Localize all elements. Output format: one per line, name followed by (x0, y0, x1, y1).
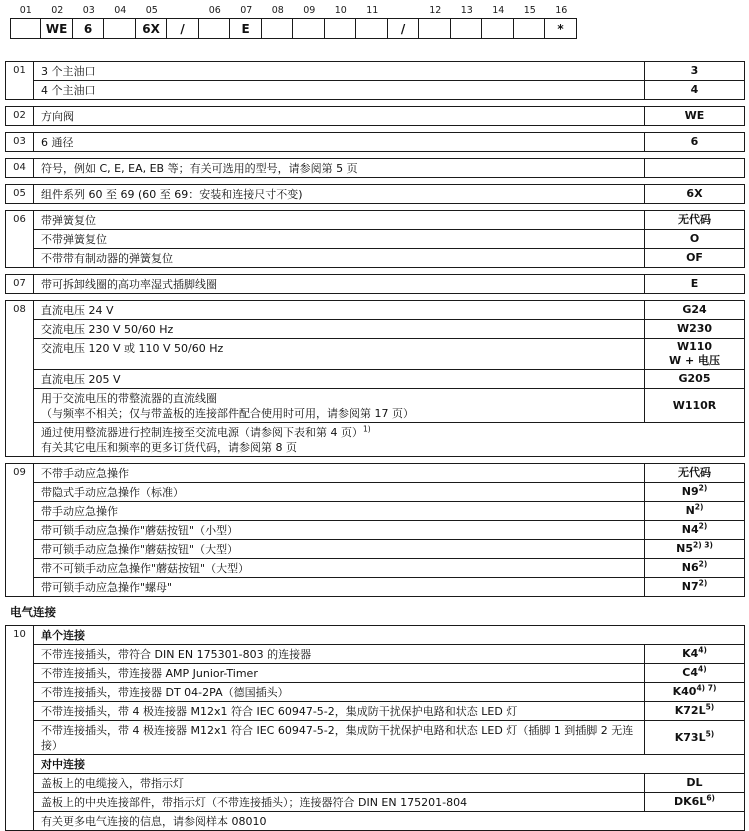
row-code (644, 159, 744, 177)
section-rows (34, 211, 744, 267)
row-description (34, 626, 744, 644)
position-number-label: 15 (523, 5, 536, 16)
position-number-label: 14 (492, 5, 505, 16)
text-line: OF (686, 251, 703, 264)
text-line: 交流电压 230 V 50/60 Hz (41, 323, 174, 336)
footnote-marker: 4) (698, 664, 707, 674)
row-code (644, 521, 744, 539)
text-line: 带不可锁手动应急操作"蘑菇按钮"（大型） (41, 562, 250, 575)
text-line: 交流电压 120 V 或 110 V 50/60 Hz (41, 342, 224, 355)
table-row (34, 720, 744, 754)
text-line: 通过使用整流器进行控制连接至交流电源（请参阅下表和第 4 页） (41, 426, 363, 439)
code-strip-cell-12 (420, 4, 452, 39)
text-line: 不带连接插头，带符合 DIN EN 175301-803 的连接器 (41, 648, 312, 661)
text-line: 不带连接插头，带 4 极连接器 M12x1 符合 IEC 60947-5-2，集成防干扰保护电路和状态 LED 灯 (41, 705, 518, 718)
section-number: 10 (6, 626, 34, 830)
position-number-label: 10 (334, 5, 347, 16)
table-row (34, 319, 744, 338)
ordering-code-box (324, 18, 357, 39)
text-line: DL (686, 776, 703, 789)
row-code (644, 483, 744, 501)
row-description (34, 683, 644, 701)
table-row (34, 107, 744, 125)
table-row (34, 539, 744, 558)
row-code (644, 664, 744, 682)
ordering-code-box (10, 18, 42, 39)
section-number: 04 (6, 159, 34, 177)
section-number: 06 (6, 211, 34, 267)
code-strip-cell-07 (231, 4, 263, 39)
ordering-code-box (513, 18, 546, 39)
text-line: 带可锁手动应急操作"蘑菇按钮"（大型） (41, 543, 239, 556)
section-rows (34, 275, 744, 293)
ordering-code-box (198, 18, 231, 39)
text-line: K4 (682, 647, 699, 660)
text-line: N6 (681, 561, 699, 574)
ordering-code-box: 6X (135, 18, 168, 39)
code-strip-cell-05 (136, 4, 168, 39)
text-line: 不带连接插头，带连接器 AMP Junior-Timer (41, 667, 258, 680)
row-description (34, 301, 644, 319)
table-row (34, 80, 744, 99)
row-description (34, 645, 644, 663)
code-strip-cell-14 (483, 4, 515, 39)
footnote-marker: 2) 3) (692, 540, 713, 550)
row-description (34, 275, 644, 293)
row-code (644, 645, 744, 663)
section-number: 09 (6, 464, 34, 596)
row-code (644, 464, 744, 482)
footnote-marker: 2) (698, 578, 708, 588)
row-code (644, 793, 744, 811)
text-line: 盖板上的电缆接入，带指示灯 (41, 777, 184, 790)
table-row (34, 159, 744, 177)
row-code (644, 683, 744, 701)
row-code (644, 211, 744, 229)
position-number-label (168, 4, 200, 18)
code-strip-cell-02 (42, 4, 74, 39)
section-07 (5, 274, 745, 294)
row-description (34, 464, 644, 482)
ordering-code-box (418, 18, 451, 39)
row-description (34, 159, 644, 177)
text-line: W230 (676, 322, 713, 335)
position-number-label: 16 (555, 5, 568, 16)
table-row (34, 792, 744, 811)
table-row (34, 464, 744, 482)
text-line: 直流电压 205 V (41, 373, 121, 386)
text-line: 不带连接插头，带 4 极连接器 M12x1 符合 IEC 60947-5-2，集成防干扰保护电路和状态 LED 灯（插脚 1 到插脚 2 无连接） (41, 724, 634, 752)
table-row (34, 811, 744, 830)
text-line: 3 (690, 64, 699, 77)
row-code (644, 702, 744, 720)
ordering-code-box: WE (40, 18, 73, 39)
text-line: W110 (676, 340, 713, 353)
position-number-label: 03 (82, 5, 95, 16)
section-05 (5, 184, 745, 204)
position-number-label: 12 (429, 5, 442, 16)
row-code (644, 774, 744, 792)
row-description (34, 62, 644, 80)
ordering-code-sections (5, 61, 745, 831)
table-row (34, 133, 744, 151)
text-line: 无代码 (678, 466, 711, 479)
row-code (644, 339, 744, 369)
row-description (34, 559, 644, 577)
row-description (34, 370, 644, 388)
text-line: 6 (690, 135, 699, 148)
ordering-code-box (481, 18, 514, 39)
row-description (34, 423, 744, 456)
row-description (34, 211, 644, 229)
footnote-marker: 2) (698, 521, 708, 531)
table-row (34, 211, 744, 229)
row-description (34, 185, 644, 203)
table-row (34, 338, 744, 369)
table-row (34, 701, 744, 720)
position-number-label: 07 (240, 5, 253, 16)
section-number: 02 (6, 107, 34, 125)
code-strip-cell-16 (546, 4, 578, 39)
table-row (34, 422, 744, 456)
footnote-marker: 2) (698, 483, 708, 493)
code-strip-cell-01 (10, 4, 42, 39)
text-line: WE (684, 109, 705, 122)
text-line: DK6L (674, 795, 707, 808)
text-line: 方向阀 (41, 110, 74, 123)
table-row (34, 663, 744, 682)
text-line: 4 个主油口 (41, 84, 96, 97)
text-line: 4 (690, 83, 699, 96)
footnote-marker: 5) (705, 702, 715, 712)
section-number: 05 (6, 185, 34, 203)
row-description (34, 540, 644, 558)
row-code (644, 301, 744, 319)
footnote-marker: 6) (706, 793, 715, 803)
footnote-marker: 2) (694, 502, 704, 512)
position-number-label: 11 (366, 5, 379, 16)
code-strip-cell-08 (262, 4, 294, 39)
table-row (34, 773, 744, 792)
section-rows (34, 133, 744, 151)
text-line: 无代码 (678, 213, 711, 226)
row-description (34, 389, 644, 422)
code-strip-separator-cell (388, 4, 420, 39)
text-line: 不带带有制动器的弹簧复位 (41, 252, 173, 265)
text-line: N (685, 504, 695, 517)
row-description (34, 578, 644, 596)
row-code (644, 81, 744, 99)
row-description (34, 483, 644, 501)
section-06 (5, 210, 745, 268)
separator-box: / (166, 18, 199, 39)
row-description (34, 339, 644, 369)
table-row (34, 558, 744, 577)
section-rows (34, 62, 744, 99)
text-line: 带可拆卸线圈的高功率湿式插脚线圈 (41, 278, 217, 291)
text-line: K72L (674, 704, 706, 717)
section-rows (34, 301, 744, 456)
text-line: N9 (681, 485, 699, 498)
position-number-label: 02 (51, 5, 64, 16)
text-line: 盖板上的中央连接部件，带指示灯（不带连接插头）；连接器符合 DIN EN 175201-804 (41, 796, 468, 809)
footnote-marker: 5) (705, 728, 715, 738)
row-description (34, 230, 644, 248)
code-strip-cell-09 (294, 4, 326, 39)
row-code (644, 230, 744, 248)
text-line: 有关更多电气连接的信息，请参阅样本 08010 (41, 815, 267, 828)
row-description (34, 81, 644, 99)
section-number: 07 (6, 275, 34, 293)
section-number: 03 (6, 133, 34, 151)
text-line: 带手动应急操作 (41, 505, 118, 518)
text-line: O (689, 232, 700, 245)
table-row (34, 626, 744, 644)
row-description (34, 107, 644, 125)
row-description (34, 702, 644, 720)
section-rows (34, 185, 744, 203)
code-strip-cell-10 (325, 4, 357, 39)
footnote-marker: 1) (363, 424, 371, 434)
table-row (34, 520, 744, 539)
table-row (34, 301, 744, 319)
row-code (644, 578, 744, 596)
code-strip-separator-cell (168, 4, 200, 39)
separator-box: / (387, 18, 420, 39)
text-line: 6X (686, 187, 703, 200)
section-number: 08 (6, 301, 34, 456)
text-line: N5 (676, 542, 693, 555)
text-line: E (690, 277, 699, 290)
position-number-label: 13 (460, 5, 473, 16)
position-number-label: 01 (19, 5, 32, 16)
row-code (644, 133, 744, 151)
text-line: G205 (678, 372, 711, 385)
row-code (644, 559, 744, 577)
text-line: 6 通径 (41, 136, 74, 149)
footnote-marker: 2) (698, 559, 708, 569)
section-09 (5, 463, 745, 597)
row-code (644, 275, 744, 293)
row-code (644, 320, 744, 338)
text-line: 带弹簧复位 (41, 214, 96, 227)
position-number-label: 09 (303, 5, 316, 16)
section-rows (34, 107, 744, 125)
text-line: 带可锁手动应急操作"螺母" (41, 581, 173, 594)
ordering-code-box: E (229, 18, 262, 39)
text-line: N7 (681, 580, 699, 593)
row-description (34, 793, 644, 811)
row-code (644, 249, 744, 267)
section-01 (5, 61, 745, 100)
code-strip-cell-11 (357, 4, 389, 39)
code-strip-cell-03 (73, 4, 105, 39)
table-row (34, 248, 744, 267)
text-line: K73L (674, 730, 706, 744)
text-line: N4 (681, 523, 699, 536)
table-row (34, 275, 744, 293)
section-08 (5, 300, 745, 457)
table-row (34, 577, 744, 596)
text-line: C4 (682, 666, 699, 679)
row-code (644, 370, 744, 388)
row-description (34, 664, 644, 682)
section-rows (34, 626, 744, 830)
text-line: W110R (672, 398, 717, 412)
text-line: 组件系列 60 至 69 (60 至 69：安装和连接尺寸不变) (41, 188, 303, 201)
text-line: 用于交流电压的带整流器的直流线圈 (41, 392, 217, 405)
text-line: 直流电压 24 V (41, 304, 114, 317)
position-number-label (388, 4, 420, 18)
text-line: K40 (672, 685, 697, 698)
row-description (34, 521, 644, 539)
ordering-code-box (261, 18, 294, 39)
row-code (644, 62, 744, 80)
table-row (34, 388, 744, 422)
row-code (644, 540, 744, 558)
table-row (34, 501, 744, 520)
row-description (34, 249, 644, 267)
row-description (34, 502, 644, 520)
footnote-marker: 4) (698, 645, 707, 655)
ordering-code-box (450, 18, 483, 39)
text-line: 单个连接 (41, 629, 85, 642)
ordering-code-box (355, 18, 388, 39)
section-02 (5, 106, 745, 126)
section-rows (34, 159, 744, 177)
table-row (34, 482, 744, 501)
row-description (34, 755, 744, 773)
section-03 (5, 132, 745, 152)
text-line: （与频率不相关；仅与带盖板的连接部件配合使用时可用，请参阅第 17 页） (41, 407, 414, 420)
ordering-code-box: * (544, 18, 577, 39)
text-line: 不带手动应急操作 (41, 467, 129, 480)
ordering-code-box (103, 18, 136, 39)
text-line: 不带连接插头，带连接器 DT 04-2PA（德国插头） (41, 686, 289, 699)
table-row (34, 754, 744, 773)
section-10 (5, 625, 745, 831)
text-line: 有关其它电压和频率的更多订货代码，请参阅第 8 页 (41, 441, 297, 454)
text-line: W + 电压 (668, 354, 720, 367)
text-line: 3 个主油口 (41, 65, 96, 78)
table-row (34, 369, 744, 388)
text-line: 带隐式手动应急操作（标准） (41, 486, 184, 499)
position-number-label: 06 (208, 5, 221, 16)
footnote-marker: 4) 7) (696, 683, 717, 693)
table-row (34, 62, 744, 80)
row-description (34, 812, 744, 830)
text-line: 不带弹簧复位 (41, 233, 107, 246)
position-number-label: 04 (114, 5, 127, 16)
row-description (34, 320, 644, 338)
position-number-label: 08 (271, 5, 284, 16)
row-description (34, 774, 644, 792)
row-code (644, 107, 744, 125)
row-code (644, 502, 744, 520)
section-rows (34, 464, 744, 596)
table-row (34, 185, 744, 203)
ordering-code-strip (10, 4, 749, 39)
text-line: 带可锁手动应急操作"蘑菇按钮"（小型） (41, 524, 239, 537)
row-code (644, 389, 744, 422)
text-line: G24 (682, 303, 707, 316)
text-line: 符号，例如 C, E, EA, EB 等；有关可选用的型号，请参阅第 5 页 (41, 162, 358, 175)
ordering-code-box (292, 18, 325, 39)
table-row (34, 644, 744, 663)
row-code (644, 721, 744, 754)
code-strip-cell-15 (514, 4, 546, 39)
row-code (644, 185, 744, 203)
code-strip-cell-04 (105, 4, 137, 39)
row-description (34, 721, 644, 754)
group-label: 电气连接 (10, 605, 56, 619)
section-04 (5, 158, 745, 178)
ordering-code-box: 6 (72, 18, 105, 39)
section-number: 01 (6, 62, 34, 99)
position-number-label: 05 (145, 5, 158, 16)
row-description (34, 133, 644, 151)
table-row (34, 682, 744, 701)
text-line: 对中连接 (41, 758, 85, 771)
code-strip-cell-13 (451, 4, 483, 39)
table-row (34, 229, 744, 248)
code-strip-cell-06 (199, 4, 231, 39)
